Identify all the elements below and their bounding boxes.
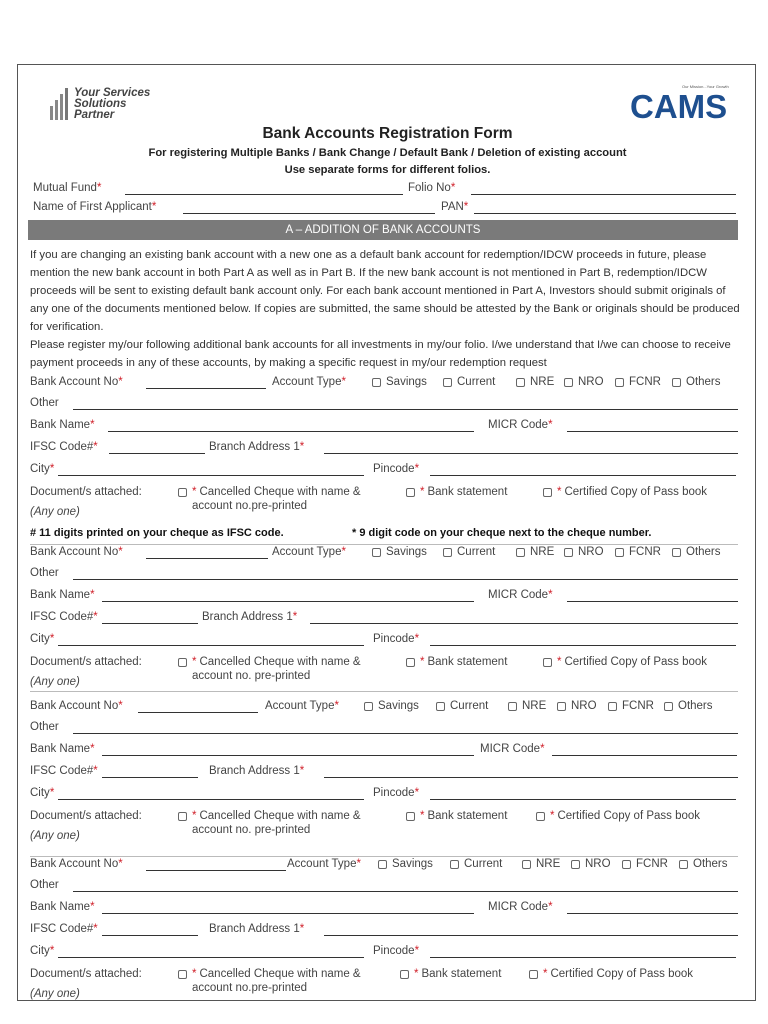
pass-book-option-1[interactable]: * Certified Copy of Pass book	[543, 485, 707, 499]
form-subtitle-2: Use separate forms for different folios.	[284, 164, 491, 176]
account-type-others-4[interactable]: Others	[679, 857, 728, 871]
account-type-nre-3[interactable]: NRE	[508, 699, 546, 713]
account-type-fcnr-1[interactable]: FCNR	[615, 375, 661, 389]
city-field-2[interactable]	[58, 645, 364, 646]
checkbox-icon[interactable]	[178, 658, 187, 667]
bank-statement-option-2[interactable]: * Bank statement	[406, 655, 507, 669]
bank-name-field-1[interactable]	[108, 431, 474, 432]
account-type-fcnr-2[interactable]: FCNR	[615, 545, 661, 559]
other-label-1: Other	[30, 397, 59, 409]
account-type-nre-4[interactable]: NRE	[522, 857, 560, 871]
account-type-nro-1[interactable]: NRO	[564, 375, 604, 389]
city-label-3: City*	[30, 787, 55, 799]
checkbox-icon[interactable]	[516, 548, 525, 557]
account-type-fcnr-4[interactable]: FCNR	[622, 857, 668, 871]
pincode-label-2: Pincode*	[373, 633, 420, 645]
micr-note: * 9 digit code on your cheque next to the cheque number.	[352, 527, 652, 539]
ifsc-code-label-3: IFSC Code#*	[30, 765, 98, 777]
section-a-title: A – ADDITION OF BANK ACCOUNTS	[285, 224, 481, 236]
other-label-2: Other	[30, 567, 59, 579]
ifsc-code-label-2: IFSC Code#*	[30, 611, 98, 623]
checkbox-icon[interactable]	[608, 702, 617, 711]
cancelled-cheque-sub-1: account no.pre-printed	[192, 500, 308, 512]
account-type-savings-4[interactable]: Savings	[378, 857, 433, 871]
checkbox-icon[interactable]	[672, 378, 681, 387]
account-type-current-3[interactable]: Current	[436, 699, 488, 713]
account-type-label-4: Account Type*	[287, 858, 361, 870]
any-one-note-4: (Any one)	[30, 988, 80, 1000]
other-field-2[interactable]	[73, 579, 738, 580]
bank-name-field-4[interactable]	[102, 913, 474, 914]
checkbox-icon[interactable]	[571, 860, 580, 869]
pass-book-option-3[interactable]: * Certified Copy of Pass book	[536, 809, 700, 823]
checkbox-icon[interactable]	[400, 970, 409, 979]
account-type-fcnr-3[interactable]: FCNR	[608, 699, 654, 713]
checkbox-icon[interactable]	[672, 548, 681, 557]
other-field-4[interactable]	[73, 891, 738, 892]
bank-account-no-field-1[interactable]	[146, 388, 266, 389]
branch-address-field-3[interactable]	[324, 777, 738, 778]
bank-name-label-3: Bank Name*	[30, 743, 95, 755]
branch-address-label-1: Branch Address 1*	[209, 441, 305, 453]
section-a-header	[28, 220, 738, 240]
micr-code-field-2[interactable]	[567, 601, 738, 602]
micr-code-label-1: MICR Code*	[488, 419, 553, 431]
other-label-3: Other	[30, 721, 59, 733]
checkbox-icon[interactable]	[443, 378, 452, 387]
other-label-4: Other	[30, 879, 59, 891]
city-label-2: City*	[30, 633, 55, 645]
checkbox-icon[interactable]	[543, 658, 552, 667]
branch-address-label-2: Branch Address 1*	[202, 611, 298, 623]
account-type-others-1[interactable]: Others	[672, 375, 721, 389]
other-field-3[interactable]	[73, 733, 738, 734]
checkbox-icon[interactable]	[679, 860, 688, 869]
checkbox-icon[interactable]	[564, 548, 573, 557]
documents-attached-label-1: Document/s attached:	[30, 486, 142, 498]
cams-tagline: Our Mission...Your Growth	[682, 84, 729, 89]
any-one-note-2: (Any one)	[30, 676, 80, 688]
checkbox-icon[interactable]	[178, 970, 187, 979]
pincode-field-3[interactable]	[430, 799, 736, 800]
checkbox-icon[interactable]	[406, 658, 415, 667]
micr-code-field-1[interactable]	[567, 431, 738, 432]
ifsc-code-field-2[interactable]	[102, 623, 198, 624]
branch-address-label-3: Branch Address 1*	[209, 765, 305, 777]
cancelled-cheque-option-3[interactable]: * Cancelled Cheque with name &	[178, 809, 361, 823]
account-type-current-2[interactable]: Current	[443, 545, 495, 559]
checkbox-icon[interactable]	[378, 860, 387, 869]
branch-address-label-4: Branch Address 1*	[209, 923, 305, 935]
folio-no-label: Folio No*	[408, 182, 456, 194]
documents-attached-label-2: Document/s attached:	[30, 656, 142, 668]
documents-attached-label-3: Document/s attached:	[30, 810, 142, 822]
account-type-nre-2[interactable]: NRE	[516, 545, 554, 559]
bars-icon	[48, 86, 74, 122]
city-label-1: City*	[30, 463, 55, 475]
checkbox-icon[interactable]	[450, 860, 459, 869]
checkbox-icon[interactable]	[543, 488, 552, 497]
account-type-savings-1[interactable]: Savings	[372, 375, 427, 389]
account-type-savings-3[interactable]: Savings	[364, 699, 419, 713]
block-separator	[30, 691, 738, 692]
account-type-savings-2[interactable]: Savings	[372, 545, 427, 559]
pan-field[interactable]	[474, 213, 736, 214]
ifsc-note: # 11 digits printed on your cheque as IFSC code.	[30, 527, 284, 539]
cancelled-cheque-option-1[interactable]: * Cancelled Cheque with name &	[178, 485, 361, 499]
bank-statement-option-3[interactable]: * Bank statement	[406, 809, 507, 823]
ifsc-code-field-3[interactable]	[102, 777, 198, 778]
micr-code-field-4[interactable]	[567, 913, 738, 914]
checkbox-icon[interactable]	[622, 860, 631, 869]
bank-account-no-label-2: Bank Account No*	[30, 546, 123, 558]
pincode-field-4[interactable]	[430, 957, 736, 958]
folio-no-field[interactable]	[471, 194, 736, 195]
micr-code-label-2: MICR Code*	[488, 589, 553, 601]
account-type-nro-3[interactable]: NRO	[557, 699, 597, 713]
pincode-field-2[interactable]	[430, 645, 736, 646]
pass-book-option-4[interactable]: * Certified Copy of Pass book	[529, 967, 693, 981]
checkbox-icon[interactable]	[364, 702, 373, 711]
bank-account-no-field-4[interactable]	[146, 870, 286, 871]
bank-statement-option-4[interactable]: * Bank statement	[400, 967, 501, 981]
checkbox-icon[interactable]	[536, 812, 545, 821]
other-field-1[interactable]	[73, 409, 738, 410]
checkbox-icon[interactable]	[564, 378, 573, 387]
account-type-label-3: Account Type*	[265, 700, 339, 712]
checkbox-icon[interactable]	[406, 812, 415, 821]
bank-account-no-label-3: Bank Account No*	[30, 700, 123, 712]
checkbox-icon[interactable]	[664, 702, 673, 711]
checkbox-icon[interactable]	[178, 812, 187, 821]
intro-paragraph: If you are changing an existing bank account with a new one as a default bank account for redemption/IDCW proceeds in future, please mention the new bank account in both Part A as well as in Part B. If the new bank account is not mentioned in Part B, redemption/IDCW proceeds will be sent to existing default bank account only. For each bank account mentioned in Part A, Investors should submit originals of any one of the documents mentioned below. If copies are submitted, the same should be attested by the Bank or originals should be produced for verification.	[30, 249, 740, 333]
cancelled-cheque-sub-2: account no. pre-printed	[192, 670, 311, 682]
city-field-1[interactable]	[58, 475, 364, 476]
cancelled-cheque-option-4[interactable]: * Cancelled Cheque with name &	[178, 967, 361, 981]
account-type-others-3[interactable]: Others	[664, 699, 713, 713]
micr-code-field-3[interactable]	[552, 755, 737, 756]
bank-account-no-label-4: Bank Account No*	[30, 858, 123, 870]
account-type-label-2: Account Type*	[272, 546, 346, 558]
branch-address-field-2[interactable]	[310, 623, 738, 624]
form-title: Bank Accounts Registration Form	[262, 125, 513, 142]
account-type-others-2[interactable]: Others	[672, 545, 721, 559]
checkbox-icon[interactable]	[516, 378, 525, 387]
logo-line-2: Solutions	[74, 98, 127, 110]
pass-book-option-2[interactable]: * Certified Copy of Pass book	[543, 655, 707, 669]
micr-code-label-4: MICR Code*	[488, 901, 553, 913]
bank-name-label-2: Bank Name*	[30, 589, 95, 601]
branch-address-field-4[interactable]	[324, 935, 738, 936]
checkbox-icon[interactable]	[372, 378, 381, 387]
bank-name-label-4: Bank Name*	[30, 901, 95, 913]
form-subtitle: For registering Multiple Banks / Bank Change / Default Bank / Deletion of existing account	[148, 147, 627, 159]
bank-name-label-1: Bank Name*	[30, 419, 95, 431]
checkbox-icon[interactable]	[406, 488, 415, 497]
logo-line-3: Partner	[74, 109, 115, 121]
first-applicant-field[interactable]	[183, 213, 435, 214]
checkbox-icon[interactable]	[522, 860, 531, 869]
account-type-nro-4[interactable]: NRO	[571, 857, 611, 871]
account-type-nro-2[interactable]: NRO	[564, 545, 604, 559]
city-label-4: City*	[30, 945, 55, 957]
pincode-label-1: Pincode*	[373, 463, 420, 475]
cams-logo-text: CAMS	[630, 88, 728, 125]
pincode-label-3: Pincode*	[373, 787, 420, 799]
mutual-fund-field[interactable]	[125, 194, 403, 195]
bank-name-field-2[interactable]	[102, 601, 474, 602]
pincode-field-1[interactable]	[430, 475, 736, 476]
bank-name-field-3[interactable]	[102, 755, 474, 756]
checkbox-icon[interactable]	[436, 702, 445, 711]
city-field-3[interactable]	[58, 799, 364, 800]
ifsc-code-label-4: IFSC Code#*	[30, 923, 98, 935]
bank-account-no-field-3[interactable]	[138, 712, 258, 713]
account-type-nre-1[interactable]: NRE	[516, 375, 554, 389]
any-one-note-1: (Any one)	[30, 506, 80, 518]
checkbox-icon[interactable]	[615, 548, 624, 557]
checkbox-icon[interactable]	[443, 548, 452, 557]
first-applicant-label: Name of First Applicant*	[33, 201, 157, 213]
bank-account-no-label-1: Bank Account No*	[30, 376, 123, 388]
account-type-label-1: Account Type*	[272, 376, 346, 388]
city-field-4[interactable]	[58, 957, 364, 958]
checkbox-icon[interactable]	[178, 488, 187, 497]
cancelled-cheque-sub-4: account no.pre-printed	[192, 982, 308, 994]
cancelled-cheque-option-2[interactable]: * Cancelled Cheque with name &	[178, 655, 361, 669]
pincode-label-4: Pincode*	[373, 945, 420, 957]
cancelled-cheque-sub-3: account no. pre-printed	[192, 824, 311, 836]
mutual-fund-label: Mutual Fund*	[33, 182, 102, 194]
account-type-current-1[interactable]: Current	[443, 375, 495, 389]
documents-attached-label-4: Document/s attached:	[30, 968, 142, 980]
branch-address-field-1[interactable]	[324, 453, 738, 454]
checkbox-icon[interactable]	[372, 548, 381, 557]
checkbox-icon[interactable]	[529, 970, 538, 979]
checkbox-icon[interactable]	[557, 702, 566, 711]
company-logo	[48, 86, 168, 126]
intro-paragraph-2: Please register my/our following additional bank accounts for all investments in my/our folio. I/we understand that I/we can choose to receive payment proceeds in any of these accounts, by making a specific request in my/our redemption request	[30, 339, 731, 369]
logo-line-1: Your Services	[74, 87, 151, 99]
bank-statement-option-1[interactable]: * Bank statement	[406, 485, 507, 499]
account-type-current-4[interactable]: Current	[450, 857, 502, 871]
pan-label: PAN*	[441, 201, 469, 213]
ifsc-code-label-1: IFSC Code#*	[30, 441, 98, 453]
checkbox-icon[interactable]	[508, 702, 517, 711]
bank-account-no-field-2[interactable]	[146, 558, 268, 559]
any-one-note-3: (Any one)	[30, 830, 80, 842]
checkbox-icon[interactable]	[615, 378, 624, 387]
ifsc-code-field-4[interactable]	[102, 935, 198, 936]
intro-text	[30, 246, 740, 372]
micr-code-label-3: MICR Code*	[480, 743, 545, 755]
ifsc-code-field-1[interactable]	[109, 453, 205, 454]
